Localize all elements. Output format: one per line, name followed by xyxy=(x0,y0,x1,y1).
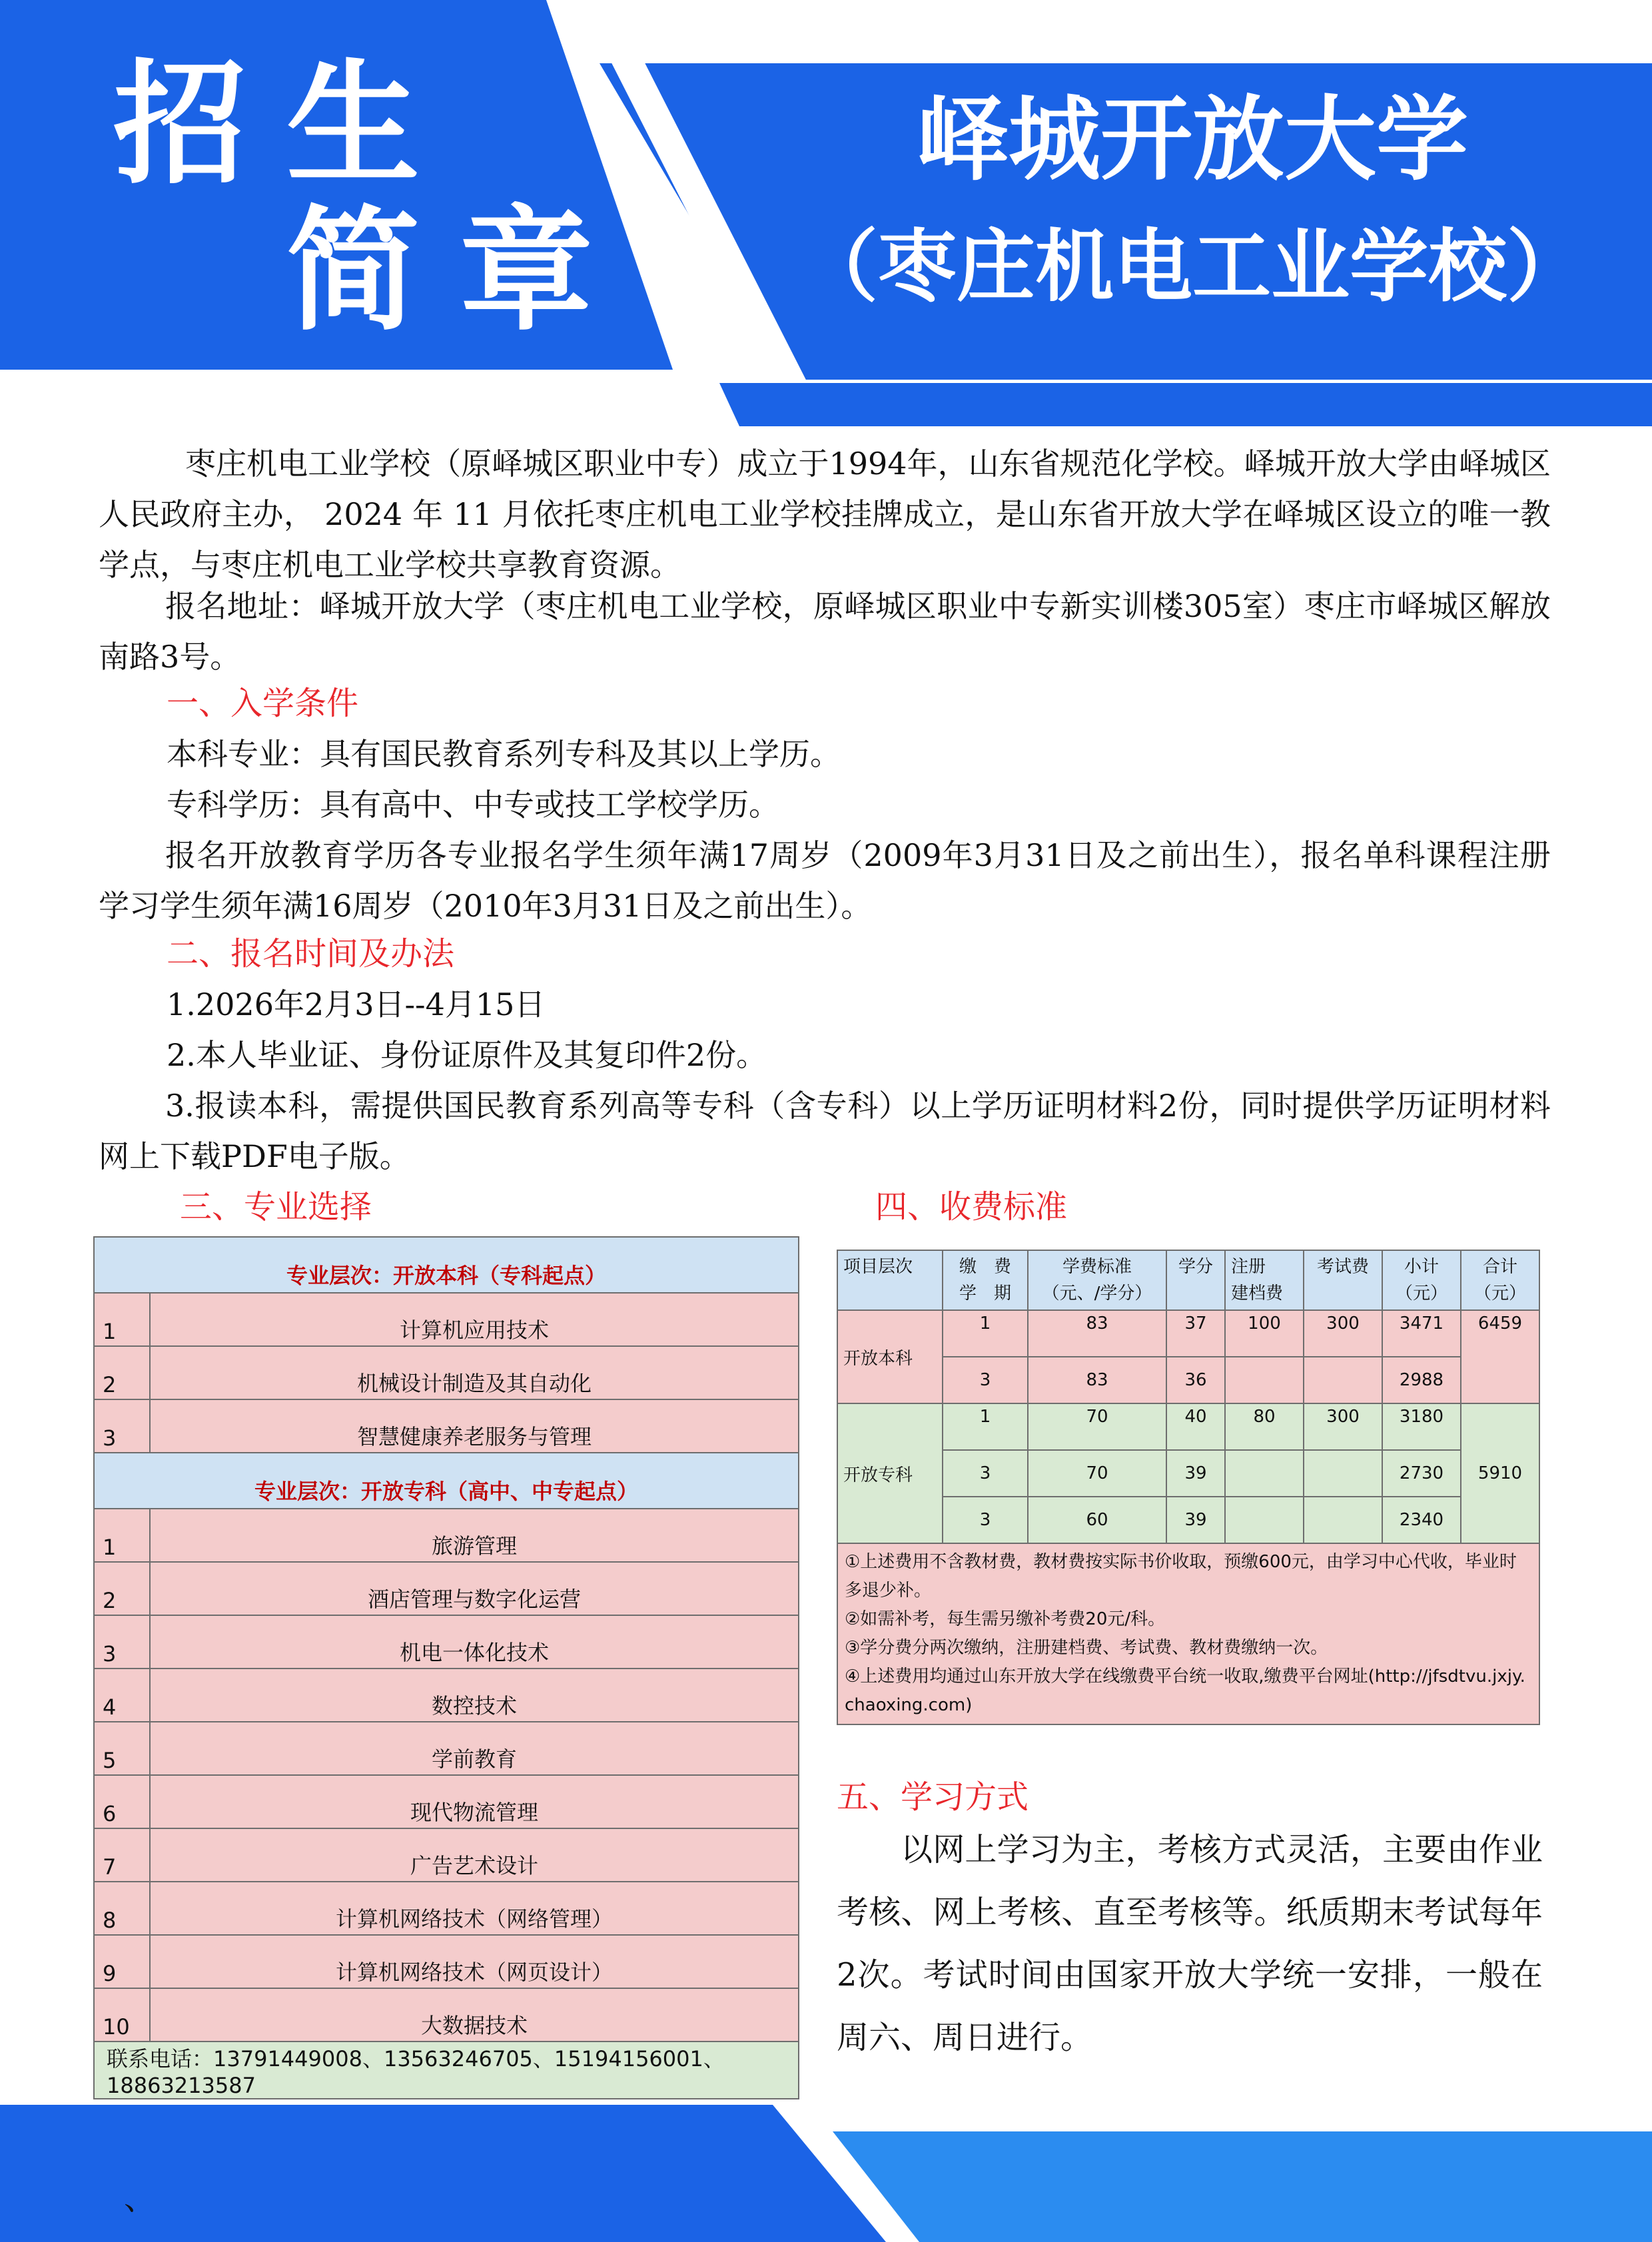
fees-header-total-a: 合计 xyxy=(1482,1257,1517,1277)
major-number: 3 xyxy=(94,1615,150,1669)
header-badge-char-2: 生 xyxy=(286,47,420,202)
major-name: 计算机应用技术 xyxy=(150,1293,799,1346)
table-row xyxy=(837,1497,1539,1543)
table-row xyxy=(94,1935,799,1988)
section-5-text: 以网上学习为主，考核方式灵活，主要由作业考核、网上考核、直至考核等。纸质期末考试每年2次。考试时间由国家开放大学统一安排，一般在周六、周日进行。 xyxy=(837,1831,1543,2056)
table-row xyxy=(94,1346,799,1399)
header-title-line-2: （枣庄机电工业学校） xyxy=(799,220,1585,312)
major-number: 4 xyxy=(94,1669,150,1722)
fees-header-row xyxy=(837,1250,1539,1310)
major-number: 5 xyxy=(94,1722,150,1775)
major-number: 3 xyxy=(94,1399,150,1453)
table-row xyxy=(94,1988,799,2042)
fees-tuition: 60 xyxy=(1028,1497,1166,1543)
footer-mark: 、 xyxy=(124,2180,157,2217)
table-row xyxy=(94,1669,799,1722)
fees-total-bachelor: 6459 xyxy=(1461,1310,1539,1403)
fees-exam xyxy=(1304,1497,1382,1543)
major-name: 机械设计制造及其自动化 xyxy=(150,1346,799,1399)
fees-header-tuition-b: （元、/学分） xyxy=(1042,1284,1152,1304)
majors-level-junior: 专业层次：开放专科（高中、中专起点） xyxy=(94,1453,799,1509)
fees-exam: 300 xyxy=(1304,1403,1382,1450)
fees-reg xyxy=(1225,1357,1304,1403)
fees-note-1: ①上述费用不含教材费，教材费按实际书价收取，预缴600元，由学习中心代收，毕业时多退少补。 xyxy=(845,1552,1517,1601)
fees-header-exam: 考试费 xyxy=(1304,1250,1382,1310)
section-5-title: 五、学习方式 xyxy=(837,1778,1029,1816)
fees-subtotal: 2988 xyxy=(1382,1357,1461,1403)
fees-header-term xyxy=(943,1250,1028,1310)
major-number: 1 xyxy=(94,1293,150,1346)
fees-note-2: ②如需补考，每生需另缴补考费20元/科。 xyxy=(845,1609,1166,1629)
section-1-junior: 专科学历：具有高中、中专或技工学校学历。 xyxy=(167,787,779,823)
table-row xyxy=(94,1509,799,1562)
fees-credits: 36 xyxy=(1166,1357,1225,1403)
fees-header-total xyxy=(1461,1250,1539,1310)
major-name: 计算机网络技术（网页设计） xyxy=(150,1935,799,1988)
fees-reg: 80 xyxy=(1225,1403,1304,1450)
fees-reg xyxy=(1225,1450,1304,1497)
section-1-title: 一、入学条件 xyxy=(167,685,359,722)
fees-exam xyxy=(1304,1357,1382,1403)
table-row xyxy=(94,1399,799,1453)
fees-header-subtotal xyxy=(1382,1250,1461,1310)
fees-exam xyxy=(1304,1450,1382,1497)
fees-term: 3 xyxy=(943,1357,1028,1403)
fees-tuition: 83 xyxy=(1028,1357,1166,1403)
fees-exam: 300 xyxy=(1304,1310,1382,1357)
fees-credits: 37 xyxy=(1166,1310,1225,1357)
fees-subtotal: 2340 xyxy=(1382,1497,1461,1543)
fees-reg: 100 xyxy=(1225,1310,1304,1357)
fees-term: 1 xyxy=(943,1310,1028,1357)
majors-level-bachelor: 专业层次：开放本科（专科起点） xyxy=(94,1237,799,1293)
major-number: 6 xyxy=(94,1775,150,1828)
fees-term: 3 xyxy=(943,1497,1028,1543)
fees-subtotal: 3180 xyxy=(1382,1403,1461,1450)
fees-tuition: 83 xyxy=(1028,1310,1166,1357)
fees-credits: 39 xyxy=(1166,1450,1225,1497)
major-name: 机电一体化技术 xyxy=(150,1615,799,1669)
major-number: 2 xyxy=(94,1562,150,1615)
fees-header-total-b: （元） xyxy=(1473,1284,1526,1304)
table-row xyxy=(94,1293,799,1346)
fees-tuition: 70 xyxy=(1028,1403,1166,1450)
intro-paragraph-1: 枣庄机电工业学校（原峄城区职业中专）成立于1994年，山东省规范化学校。峄城开放大学由峄城区人民政府主办， 2024 年 11 月依托枣庄机电工业学校挂牌成立，是山东省开放大学在峄城区设立的唯一教学点，与枣庄机电工业学校共享教育资源。 xyxy=(99,446,1551,583)
major-number: 10 xyxy=(94,1988,150,2042)
section-4-title: 四、收费标准 xyxy=(875,1188,1068,1226)
header-badge-char-3: 简 xyxy=(286,194,420,349)
major-number: 8 xyxy=(94,1882,150,1935)
major-number: 9 xyxy=(94,1935,150,1988)
header-badge-char-1: 招 xyxy=(113,47,247,202)
table-row xyxy=(837,1450,1539,1497)
fees-tuition: 70 xyxy=(1028,1450,1166,1497)
fees-notes xyxy=(837,1543,1539,1724)
major-number: 2 xyxy=(94,1346,150,1399)
fees-term: 3 xyxy=(943,1450,1028,1497)
header-banner xyxy=(0,0,1652,426)
fees-header-term-a: 缴 费 xyxy=(959,1257,1011,1277)
fees-level-bachelor: 开放本科 xyxy=(837,1310,943,1403)
major-number: 7 xyxy=(94,1828,150,1882)
major-name: 旅游管理 xyxy=(150,1509,799,1562)
major-name: 广告艺术设计 xyxy=(150,1828,799,1882)
fees-level-junior: 开放专科 xyxy=(837,1403,943,1543)
contact-phone: 联系电话：13791449008、13563246705、15194156001、18863213587 xyxy=(94,2042,799,2099)
fees-total-junior: 5910 xyxy=(1461,1403,1539,1543)
major-name: 智慧健康养老服务与管理 xyxy=(150,1399,799,1453)
section-2-item-1: 1.2026年2月3日--4月15日 xyxy=(167,986,546,1022)
section-2-title: 二、报名时间及办法 xyxy=(167,935,455,972)
fees-credits: 39 xyxy=(1166,1497,1225,1543)
footer-banner xyxy=(0,2105,1652,2242)
fees-header-subtotal-a: 小计 xyxy=(1404,1257,1439,1277)
fees-header-subtotal-b: （元） xyxy=(1395,1284,1447,1304)
fees-subtotal: 2730 xyxy=(1382,1450,1461,1497)
table-row xyxy=(837,1357,1539,1403)
table-row xyxy=(94,1882,799,1935)
header-bottom-stripe xyxy=(719,383,1652,426)
fees-note-4: ④上述费用均通过山东开放大学在线缴费平台统一收取,缴费平台网址(http://jfsdtvu.jxjy.chaoxing.com) xyxy=(845,1667,1525,1715)
fees-notes-row xyxy=(837,1543,1539,1724)
major-name: 学前教育 xyxy=(150,1722,799,1775)
header-badge-char-4: 章 xyxy=(460,194,594,349)
major-name: 现代物流管理 xyxy=(150,1775,799,1828)
fees-table xyxy=(837,1250,1540,1725)
intro-paragraph-2: 报名地址：峄城开放大学（枣庄机电工业学校，原峄城区职业中专新实训楼305室）枣庄市峄城区解放南路3号。 xyxy=(99,588,1551,675)
fees-header-tuition-a: 学费标准 xyxy=(1062,1257,1132,1277)
fees-header-reg-b: 建档费 xyxy=(1231,1284,1284,1304)
fees-header-term-b: 学 期 xyxy=(959,1284,1011,1304)
table-row xyxy=(94,1828,799,1882)
majors-table xyxy=(93,1236,799,2099)
section-1-age: 报名开放教育学历各专业报名学生须年满17周岁（2009年3月31日及之前出生），报名单科课程注册学习学生须年满16周岁（2010年3月31日及之前出生）。 xyxy=(99,837,1551,924)
major-name: 计算机网络技术（网络管理） xyxy=(150,1882,799,1935)
fees-header-tuition xyxy=(1028,1250,1166,1310)
fees-note-3: ③学分费分两次缴纳，注册建档费、考试费、教材费缴纳一次。 xyxy=(845,1638,1328,1658)
major-number: 1 xyxy=(94,1509,150,1562)
major-name: 酒店管理与数字化运营 xyxy=(150,1562,799,1615)
major-name: 大数据技术 xyxy=(150,1988,799,2042)
section-2-item-3: 3.报读本科，需提供国民教育系列高等专科（含专科）以上学历证明材料2份，同时提供学历证明材料网上下载PDF电子版。 xyxy=(99,1088,1551,1174)
header-title-line-1: 峄城开放大学 xyxy=(916,86,1468,193)
fees-header-level: 项目层次 xyxy=(837,1250,943,1310)
section-2-item-2: 2.本人毕业证、身份证原件及其复印件2份。 xyxy=(167,1037,767,1073)
major-name: 数控技术 xyxy=(150,1669,799,1722)
fees-reg xyxy=(1225,1497,1304,1543)
footer-right-stripe xyxy=(833,2131,1652,2242)
table-row xyxy=(837,1310,1539,1357)
fees-header-credits: 学分 xyxy=(1166,1250,1225,1310)
section-3-title: 三、专业选择 xyxy=(180,1188,372,1226)
table-row xyxy=(94,1722,799,1775)
fees-subtotal: 3471 xyxy=(1382,1310,1461,1357)
section-1-bachelor: 本科专业：具有国民教育系列专科及其以上学历。 xyxy=(167,736,841,772)
fees-header-reg-a: 注册 xyxy=(1231,1257,1266,1277)
fees-header-reg xyxy=(1225,1250,1304,1310)
table-row xyxy=(837,1403,1539,1450)
fees-term: 1 xyxy=(943,1403,1028,1450)
table-row xyxy=(94,1562,799,1615)
table-row xyxy=(94,1615,799,1669)
fees-credits: 40 xyxy=(1166,1403,1225,1450)
table-row xyxy=(94,1775,799,1828)
